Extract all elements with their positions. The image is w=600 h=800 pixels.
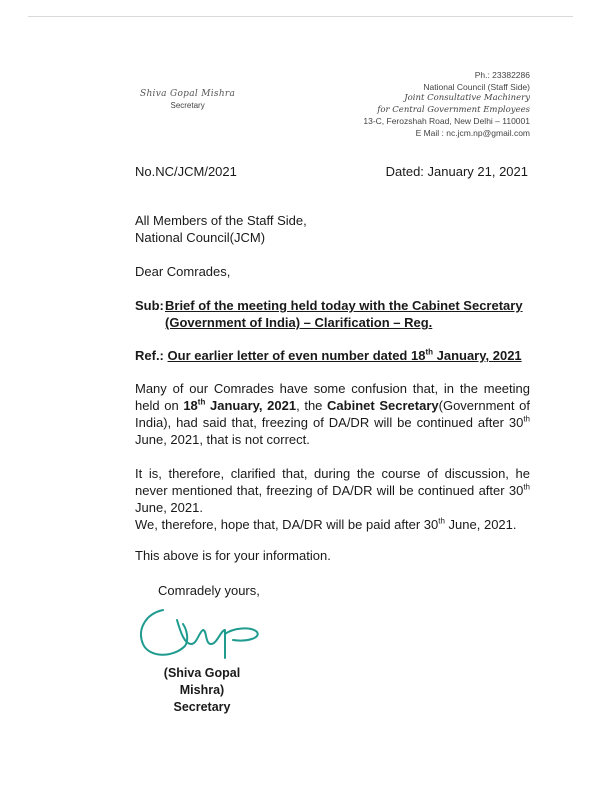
email: E Mail : nc.jcm.np@gmail.com: [415, 127, 530, 138]
subject-label: Sub:: [135, 298, 164, 313]
salutation: Dear Comrades,: [135, 264, 231, 279]
street-address: 13-C, Ferozshah Road, New Delhi – 110001: [363, 116, 530, 126]
subject-line-1: Brief of the meeting held today with the Cabinet Secretary: [165, 298, 523, 313]
reference-block: [135, 347, 522, 364]
reference-text: Our earlier letter of even number dated 18th January, 2021: [167, 347, 522, 363]
phone: Ph.: 23382286: [474, 70, 530, 80]
paragraph-2: It is, therefore, clarified that, during the course of discussion, he never mentioned that, freezing of DA/DR will be continued after 30th June, 2021.: [135, 466, 530, 515]
sender-name: Shiva Gopal Mishra: [140, 89, 236, 99]
sender-block: [140, 89, 235, 110]
sender-title: Secretary: [170, 101, 205, 110]
subject-line-2: (Government of India) – Clarification – Reg.: [165, 315, 433, 330]
signatory-title: Secretary: [173, 700, 231, 714]
reference-number: No.NC/JCM/2021: [135, 164, 237, 179]
recipient-line-1: All Members of the Staff Side,: [135, 213, 307, 228]
paragraph-1: Many of our Comrades have some confusion that, in the meeting held on 18th January, 2021, the Cabinet Secretary(Government of India), had said that, freezing of DA/DR will be continued after 30th June, 2021, that is not correct.: [135, 381, 530, 447]
reference-label: Ref.:: [135, 348, 164, 363]
for-line: for Central Government Employees: [377, 104, 530, 115]
machinery: Joint Consultative Machinery: [404, 93, 530, 103]
letter-date: Dated: January 21, 2021: [385, 164, 528, 179]
signatory-block: [140, 665, 264, 716]
closing: Comradely yours,: [158, 583, 260, 598]
signatory-name: (Shiva Gopal Mishra): [163, 666, 241, 697]
org-name: National Council (Staff Side): [423, 81, 530, 92]
signature: [133, 600, 273, 664]
paragraph-3: We, therefore, hope that, DA/DR will be paid after 30th June, 2021.: [135, 516, 517, 532]
paragraph-4: This above is for your information.: [135, 548, 331, 563]
top-divider: [28, 16, 573, 17]
letterhead-address: [363, 70, 530, 139]
recipient-line-2: National Council(JCM): [135, 230, 266, 245]
